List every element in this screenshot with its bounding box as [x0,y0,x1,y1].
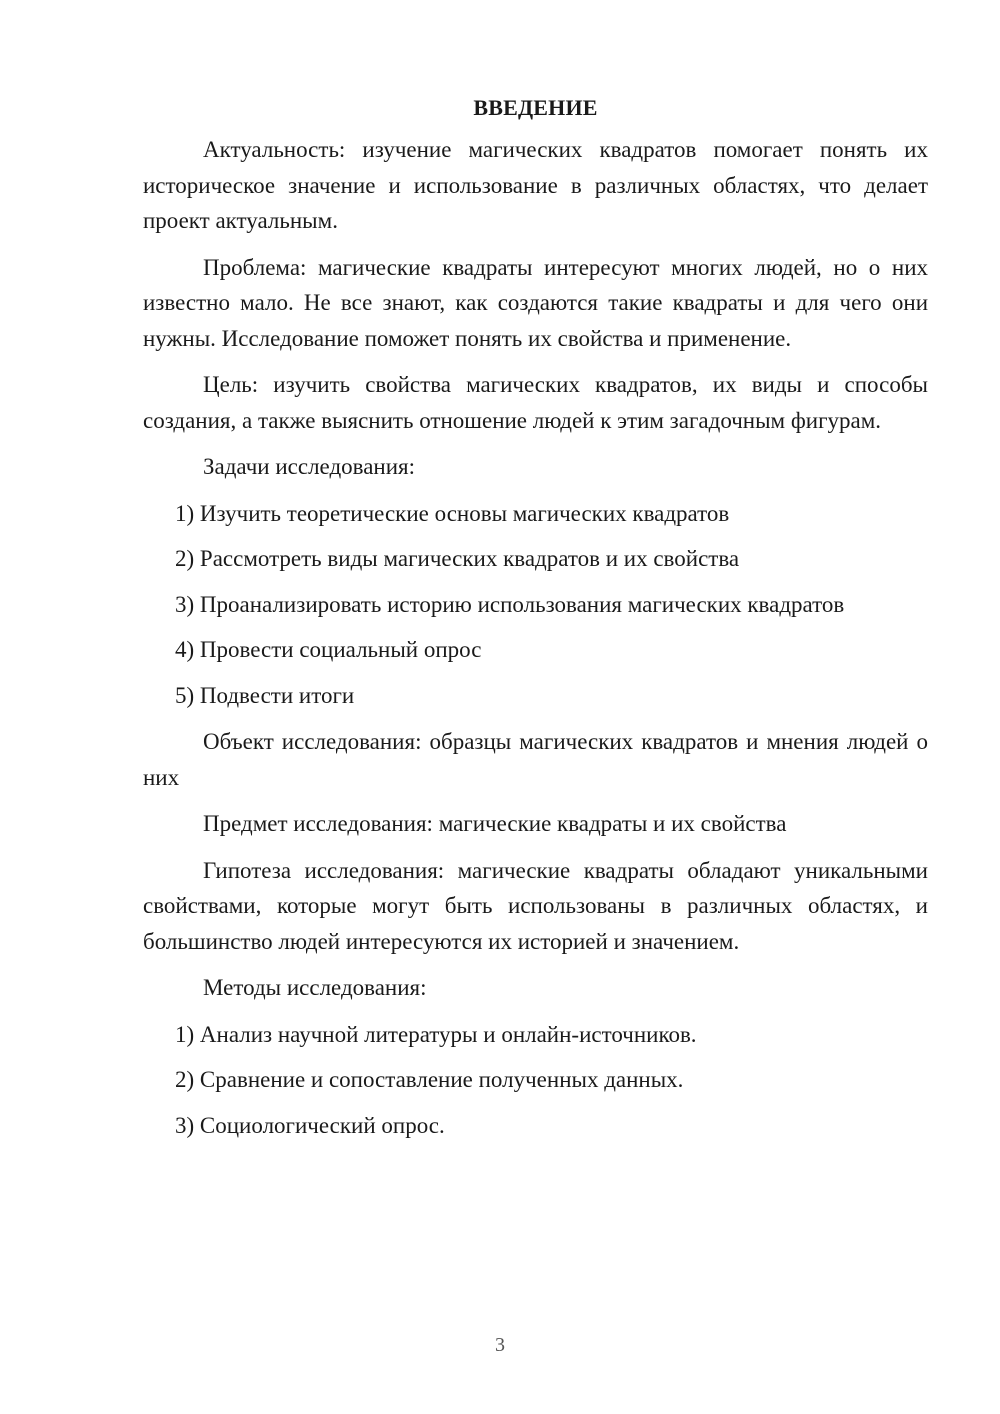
relevance-paragraph: Актуальность: изучение магических квадратов помогает понять их историческое значение и использование в различных областях, что делает проект актуальным. [143,137,928,233]
list-item: 4) Провести социальный опрос [175,637,482,662]
goal-paragraph: Цель: изучить свойства магических квадратов, их виды и способы создания, а также выяснить отношение людей к этим загадочным фигурам. [143,372,928,433]
section-title: ВВЕДЕНИЕ [473,95,598,120]
list-item: 5) Подвести итоги [175,682,355,708]
list-item: 2) Рассмотреть виды магических квадратов и их свойства [175,546,740,571]
tasks-heading: Задачи исследования: [203,454,416,479]
methods-list [143,1017,928,1144]
subject-paragraph: Предмет исследования: магические квадраты и их свойства [203,811,787,836]
list-item: 3) Социологический опрос. [175,1112,445,1138]
list-item: 1) Изучить теоретические основы магических квадратов [175,500,730,526]
object-paragraph: Объект исследования: образцы магических квадратов и мнения людей о них [143,729,928,790]
problem-paragraph: Проблема: магические квадраты интересуют многих людей, но о них известно мало. Не все знают, как создаются такие квадраты и для чего они нужны. Исследование поможет понять их свойства и применение. [143,254,928,351]
methods-heading: Методы исследования: [203,975,427,1000]
page-content [143,95,928,1153]
list-item: 3) Проанализировать историю использования магических квадратов [175,591,845,617]
list-item: 2) Сравнение и сопоставление полученных данных. [175,1067,684,1092]
list-item: 1) Анализ научной литературы и онлайн-источников. [175,1021,697,1047]
hypothesis-paragraph: Гипотеза исследования: магические квадраты обладают уникальными свойствами, которые могут быть использованы в различных областях, и большинство людей интересуются их историей и значением. [143,857,928,954]
tasks-list [143,496,928,714]
page-number: 3 [495,1334,505,1356]
